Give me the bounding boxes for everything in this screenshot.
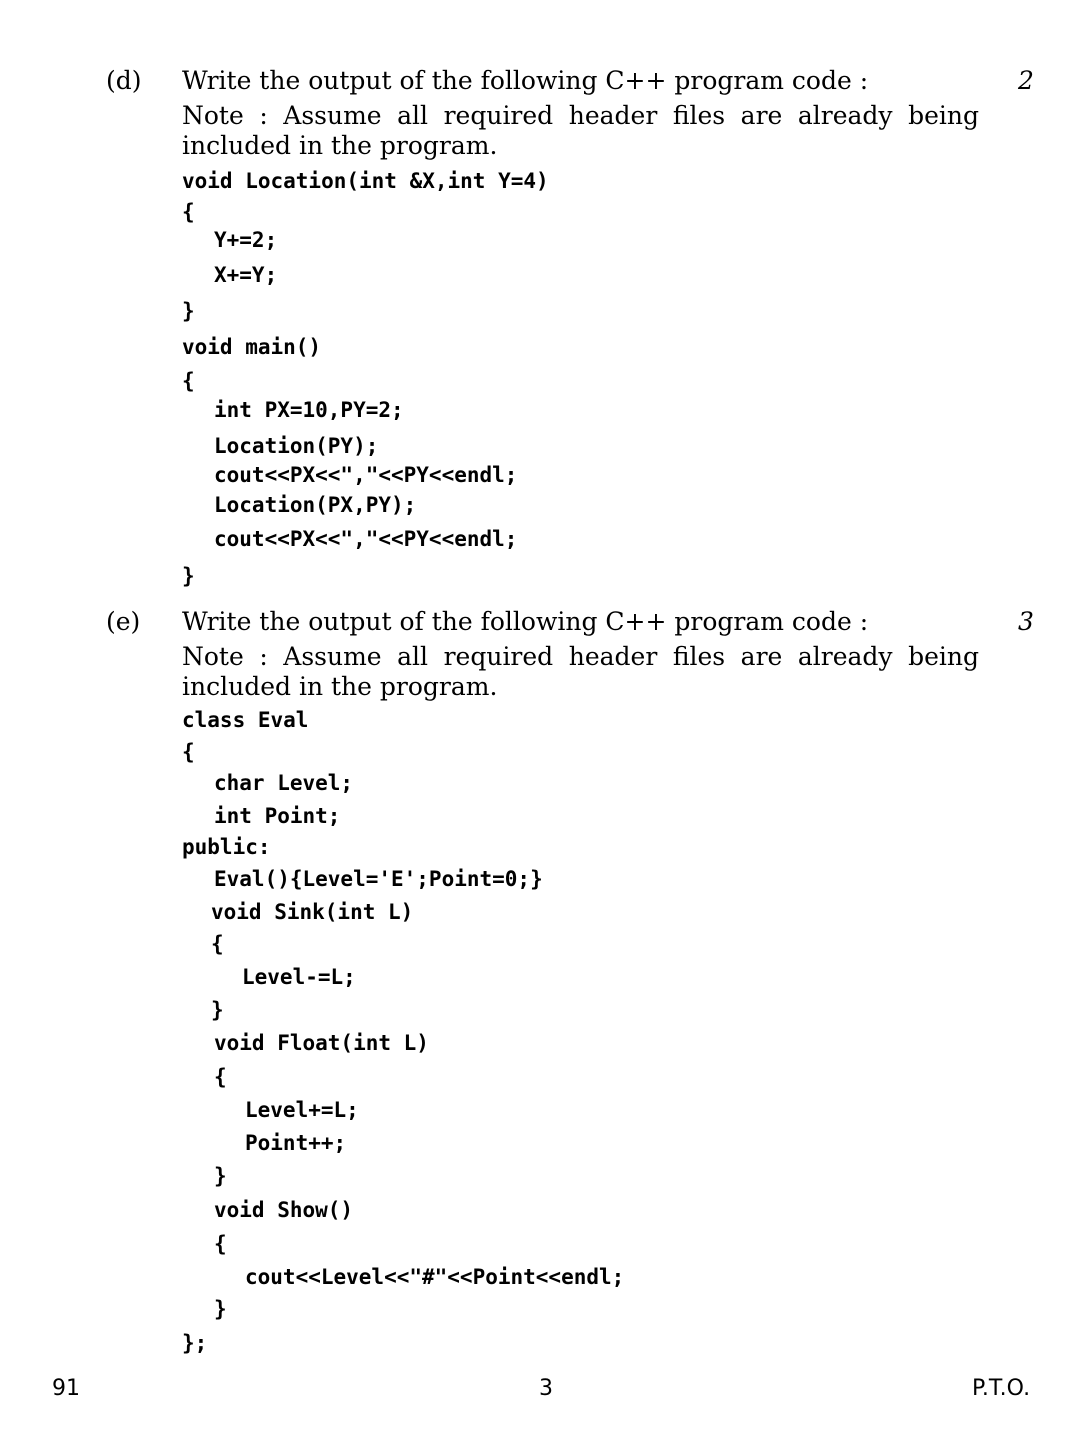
question-d-note-line1: Note : Assume all required header files are already being: [182, 101, 979, 130]
code-line: }: [182, 299, 195, 323]
code-line: Level+=L;: [245, 1098, 359, 1122]
code-line: Y+=2;: [214, 228, 278, 252]
code-line: {: [214, 1065, 227, 1089]
page-number: 3: [539, 1376, 553, 1401]
code-line: }: [211, 998, 224, 1022]
code-line: int Point;: [214, 804, 341, 828]
code-line: Level-=L;: [242, 965, 356, 989]
question-e-note-line1: Note : Assume all required header files are already being: [182, 642, 979, 671]
question-e-marks: 3: [1018, 607, 1034, 636]
code-line: public:: [182, 835, 271, 859]
code-line: void Float(int L): [214, 1031, 429, 1055]
code-line: int PX=10,PY=2;: [214, 398, 404, 422]
code-line: }: [182, 564, 195, 588]
question-d-label: (d): [106, 66, 142, 95]
code-line: Location(PY);: [214, 434, 379, 458]
code-line: {: [182, 200, 195, 224]
code-line: void main(): [182, 335, 322, 359]
question-d-marks: 2: [1018, 66, 1034, 95]
question-e-note-line2: included in the program.: [182, 672, 498, 701]
code-line: Location(PX,PY);: [214, 493, 417, 517]
code-line: Point++;: [245, 1131, 347, 1155]
question-d-note-line2: included in the program.: [182, 131, 498, 160]
code-line: cout<<PX<<","<<PY<<endl;: [214, 527, 518, 551]
code-line: cout<<PX<<","<<PY<<endl;: [214, 463, 518, 487]
code-line: class Eval: [182, 708, 309, 732]
code-line: void Location(int &X,int Y=4): [182, 169, 549, 193]
code-line: X+=Y;: [214, 263, 278, 287]
code-line: {: [182, 369, 195, 393]
code-line: char Level;: [214, 771, 354, 795]
code-line: {: [182, 740, 195, 764]
question-e-prompt: Write the output of the following C++ program code :: [182, 607, 869, 636]
code-line: }: [214, 1164, 227, 1188]
code-line: Eval(){Level='E';Point=0;}: [214, 867, 543, 891]
code-line: {: [211, 932, 224, 956]
code-line: cout<<Level<<"#"<<Point<<endl;: [245, 1265, 625, 1289]
code-line: {: [214, 1232, 227, 1256]
code-line: };: [182, 1331, 208, 1355]
code-line: void Show(): [214, 1198, 354, 1222]
code-line: void Sink(int L): [211, 900, 414, 924]
paper-code: 91: [52, 1376, 80, 1401]
code-line: }: [214, 1297, 227, 1321]
question-e-label: (e): [106, 607, 141, 636]
please-turn-over: P.T.O.: [972, 1376, 1031, 1401]
question-d-prompt: Write the output of the following C++ program code :: [182, 66, 869, 95]
